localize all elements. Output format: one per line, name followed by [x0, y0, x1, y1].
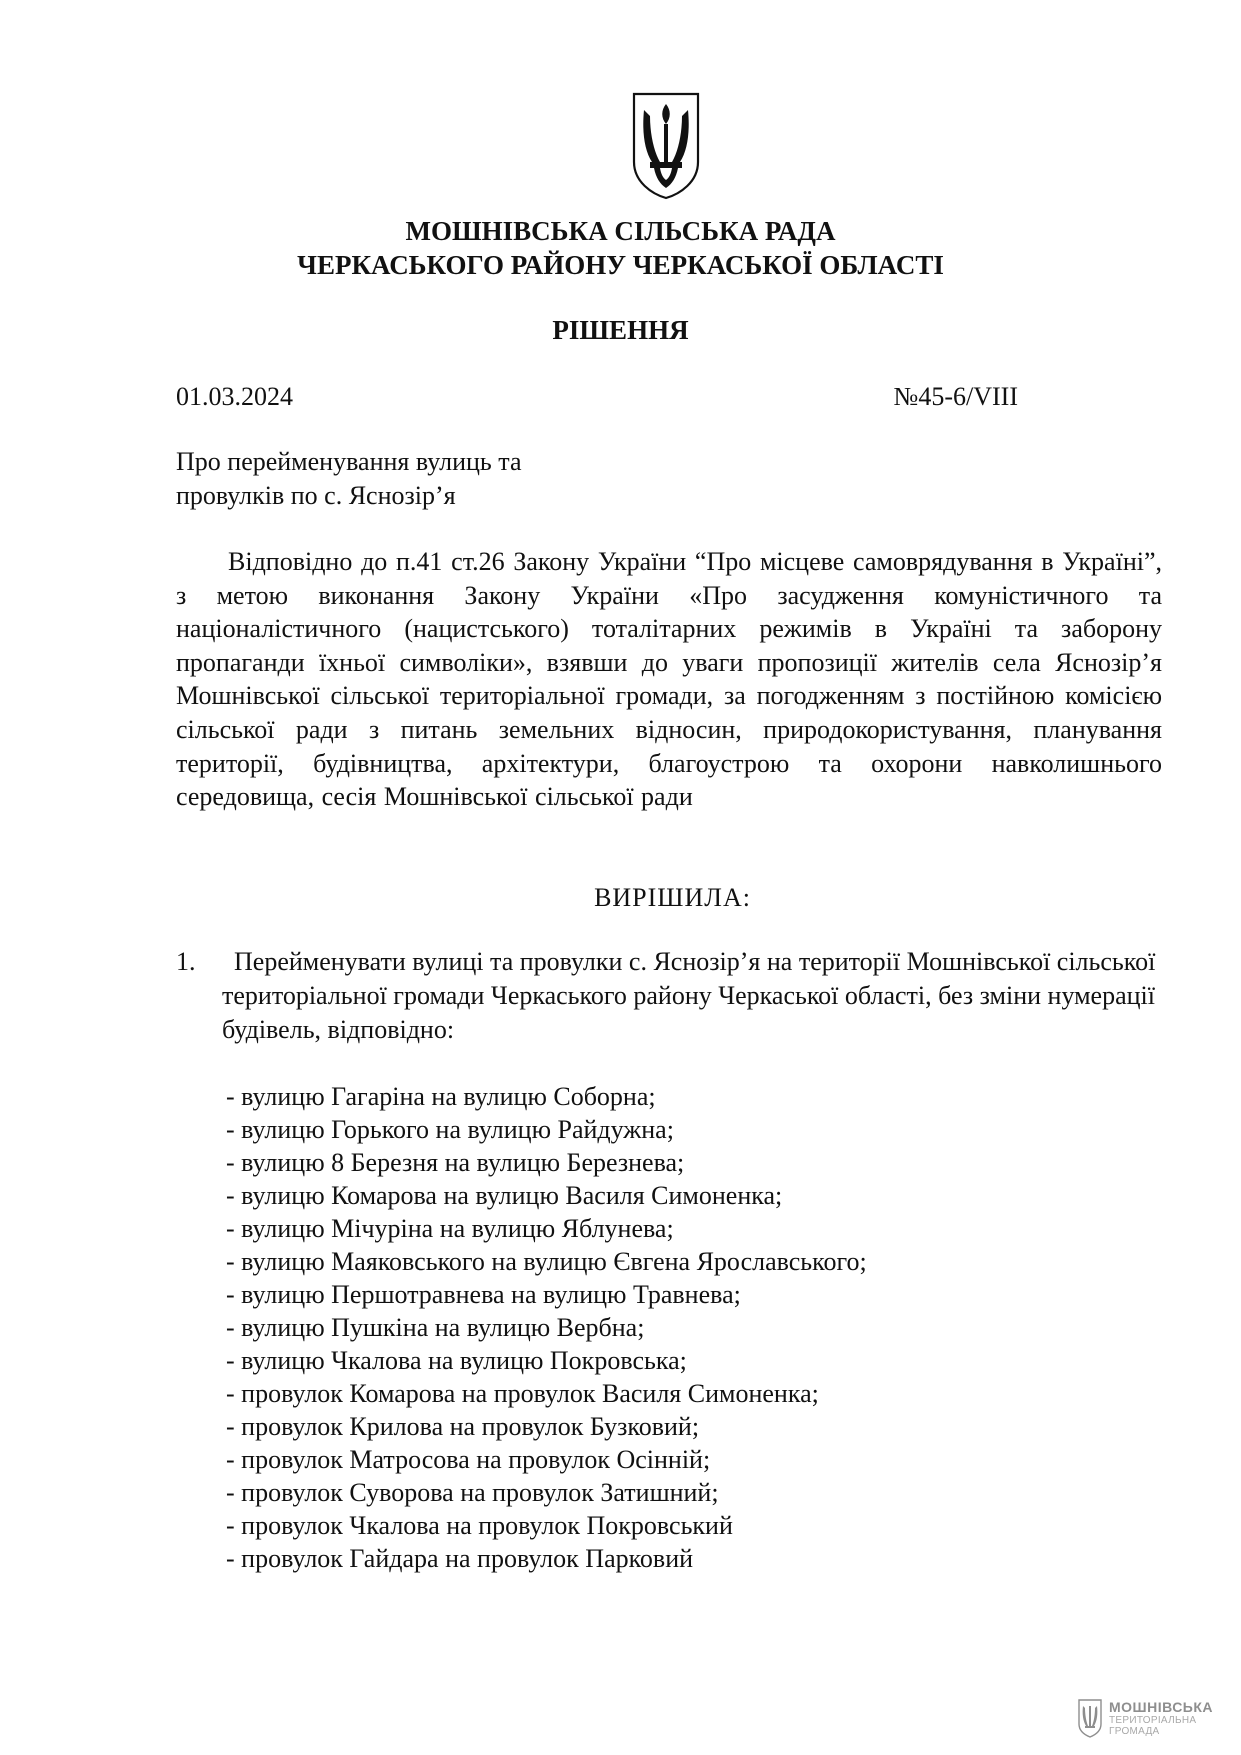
rename-item: - вулицю Першотравнева на вулицю Травнева; — [226, 1280, 741, 1309]
watermark-name: МОШНІВСЬКА — [1109, 1699, 1214, 1715]
document-subject — [176, 445, 676, 513]
rename-item: - вулицю Маяковського на вулицю Євгена Ярославського; — [226, 1247, 867, 1276]
rename-item: - провулок Крилова на провулок Бузковий; — [226, 1412, 700, 1441]
coat-of-arms-icon — [630, 90, 702, 200]
rename-item: - вулицю Чкалова на вулицю Покровська; — [226, 1346, 687, 1375]
rename-item: - вулицю Горького на вулицю Райдужна; — [226, 1115, 674, 1144]
document-meta — [176, 380, 1018, 414]
trident-icon — [1077, 1698, 1103, 1738]
rename-item: - вулицю Мічуріна на вулицю Яблунева; — [226, 1214, 674, 1243]
rename-item: - вулицю Комарова на вулицю Василя Симоненка; — [226, 1181, 783, 1210]
document-number: №45-6/VIII — [893, 382, 1018, 411]
decision-item-number: 1. — [176, 947, 196, 976]
subject-line: провулків по с. Яснозір’я — [176, 481, 456, 510]
council-name: МОШНІВСЬКА СІЛЬСЬКА РАДА — [405, 216, 836, 246]
rename-item: - вулицю 8 Березня на вулицю Березнева; — [226, 1148, 685, 1177]
document-date: 01.03.2024 — [176, 382, 293, 411]
preamble-paragraph: Відповідно до п.41 ст.26 Закону України “Про місцеве самоврядування в Україні”, з метою виконання Закону України «Про засудження комуністичного та націоналістичного (нацистського) тоталітарних режимів в Україні та заборону пропаганди їхньої символіки», взявши до уваги пропозиції жителів села Яснозір’я Мошнівської сільської територіальної громади, за погодженням з постійною комісією сільської ради з питань земельних відносин, природокористування, планування території, будівництва, архітектури, благоустрою та охорони навколишнього середовища, сесія Мошнівської сільської ради — [176, 547, 1162, 812]
decided-heading: ВИРІШИЛА: — [594, 883, 751, 912]
rename-item: - провулок Гайдара на провулок Парковий — [226, 1544, 694, 1573]
decision-item-text: Перейменувати вулиці та провулки с. Яснозір’я на території Мошнівської сільської територіальної громади Черкаського району Черкаської області, без зміни нумерації будівель, відповідно: — [222, 947, 1156, 1044]
council-district: ЧЕРКАСЬКОГО РАЙОНУ ЧЕРКАСЬКОЇ ОБЛАСТІ — [297, 250, 944, 280]
rename-item: - провулок Комарова на провулок Василя Симоненка; — [226, 1379, 819, 1408]
rename-item: - провулок Матросова на провулок Осінній; — [226, 1445, 711, 1474]
community-watermark — [1077, 1696, 1217, 1740]
subject-line: Про перейменування вулиць та — [176, 447, 522, 476]
rename-item: - провулок Суворова на провулок Затишний; — [226, 1478, 719, 1507]
rename-item: - провулок Чкалова на провулок Покровський — [226, 1511, 733, 1540]
rename-item: - вулицю Гагаріна на вулицю Соборна; — [226, 1082, 656, 1111]
rename-item: - вулицю Пушкіна на вулицю Вербна; — [226, 1313, 645, 1342]
watermark-subtitle: ТЕРИТОРІАЛЬНА — [1109, 1715, 1197, 1726]
document-title: РІШЕННЯ — [552, 315, 689, 345]
renames-list — [226, 1080, 867, 1575]
watermark-subtitle: ГРОМАДА — [1109, 1726, 1160, 1737]
